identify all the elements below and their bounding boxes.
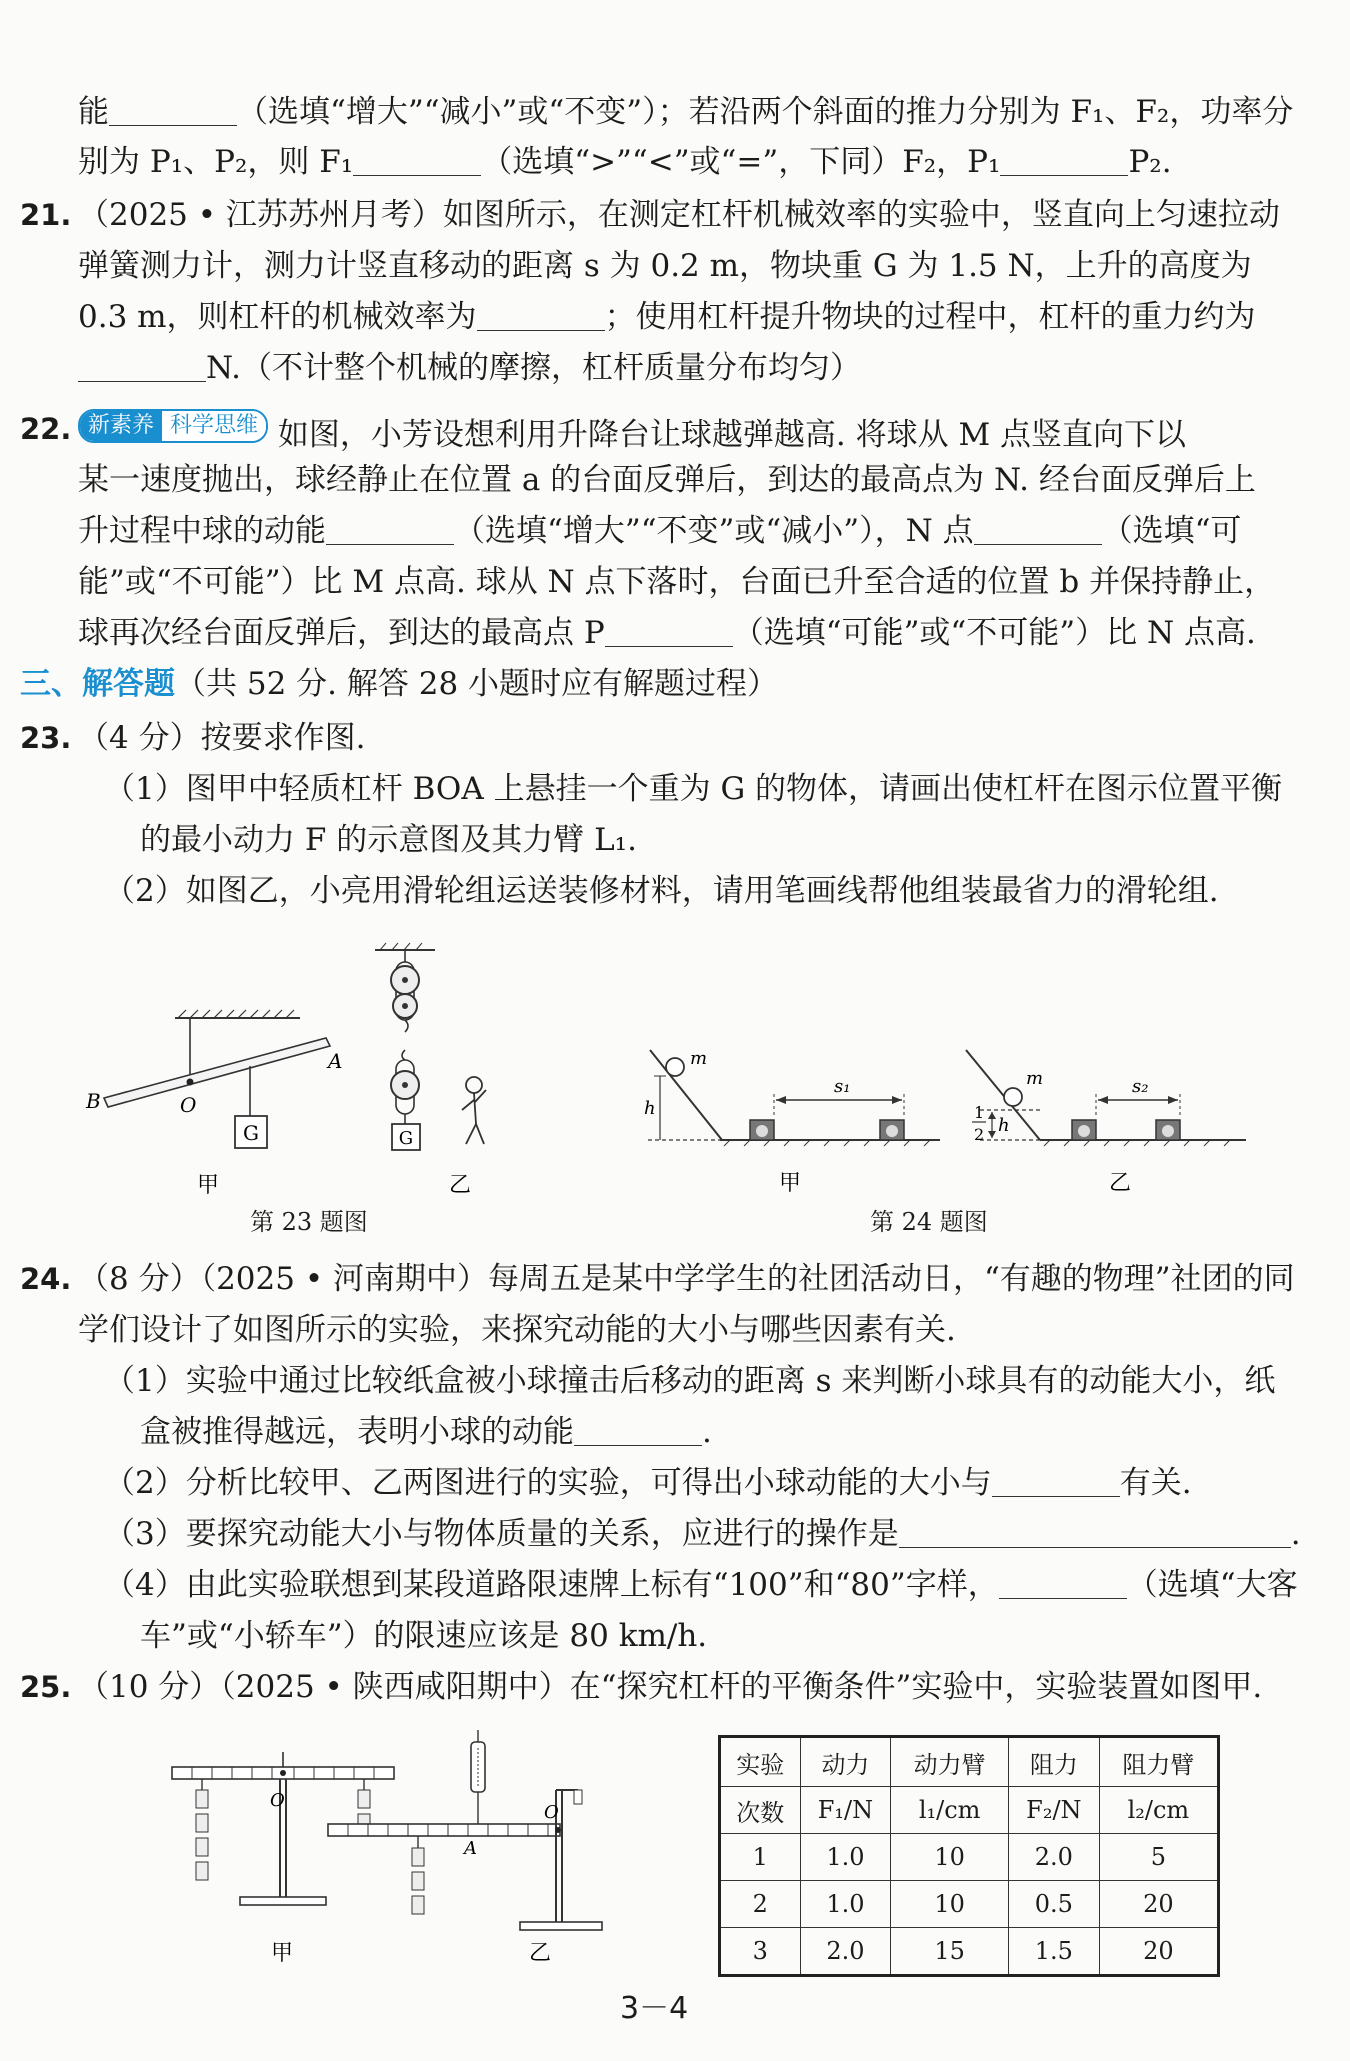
blank-vehicle[interactable] — [999, 1570, 1127, 1599]
blank-kinetic-change[interactable] — [326, 516, 454, 545]
q23-part-2: （2）如图乙，小亮用滑轮组运送装修材料，请用笔画线帮他组装最省力的滑轮组. — [104, 873, 1219, 909]
table-cell: 5 — [1099, 1834, 1218, 1881]
q23-line-1: （4 分）按要求作图. — [78, 720, 366, 756]
fig25-yi — [328, 1730, 602, 1930]
label-s1: s₁ — [834, 1076, 851, 1097]
ceiling-hatch — [178, 1010, 294, 1018]
blank-factor[interactable] — [992, 1468, 1120, 1497]
table-cell: 3 — [720, 1928, 801, 1976]
th-trial-2: 次数 — [720, 1787, 801, 1834]
q24-part-3: （3）要探究动能大小与物体质量的关系，应进行的操作是 . — [104, 1516, 1301, 1552]
figure-23 — [60, 940, 580, 1200]
q21-line-3: 0.3 m，则杠杆的机械效率为 ；使用杠杆提升物块的过程中，杠杆的重力约为 — [78, 299, 1256, 335]
table-cell: 1.0 — [800, 1881, 891, 1928]
q21-line-4: N.（不计整个机械的摩擦，杠杆质量分布均匀） — [78, 348, 861, 388]
label-yi-24: 乙 — [1108, 1171, 1132, 1196]
section-heading: 三、解答题（共 52 分. 解答 28 小题时应有解题过程） — [20, 666, 779, 702]
literacy-badge: 新素养 科学思维 — [78, 409, 268, 443]
table-row — [720, 1834, 1219, 1881]
experiment-table — [718, 1735, 1220, 1977]
pivot-point — [187, 1079, 194, 1086]
q21-line-2: 弹簧测力计，测力计竖直移动的距离 s 为 0.2 m，物块重 G 为 1.5 N，上升的高度为 — [78, 248, 1252, 284]
q22-line-3: 升过程中球的动能 （选填“增大”“不变”或“减小”），N 点 （选填“可 — [78, 513, 1242, 549]
blank-operation[interactable] — [899, 1519, 1291, 1548]
label-g2: G — [398, 1128, 414, 1149]
figure-25 — [160, 1722, 670, 1972]
table-row — [720, 1881, 1219, 1928]
q22-line-4: 能”或“不可能”）比 M 点高. 球从 N 点下落时，台面已升至合适的位置 b 并保持静止， — [78, 564, 1276, 600]
question-number-24: 24. — [20, 1262, 72, 1296]
th-load-unit: F₂/N — [1008, 1787, 1099, 1834]
carryover-line-2: 别为 P₁、P₂，则 F₁ （选填“>”“<”或“=”，下同）F₂，P₁ P₂. — [78, 144, 1172, 180]
blank-efficiency[interactable] — [477, 302, 605, 331]
th-effort-arm: 动力臂 — [891, 1737, 1009, 1787]
q24-part-2: （2）分析比较甲、乙两图进行的实验，可得出小球动能的大小与 有关. — [104, 1465, 1192, 1501]
table-cell: 10 — [891, 1881, 1009, 1928]
q25-line-1: （10 分）（2025 • 陕西咸阳期中）在“探究杠杆的平衡条件”实验中，实验装置如图甲. — [78, 1669, 1263, 1705]
th-trial: 实验 — [720, 1737, 801, 1787]
th-effort-unit: F₁/N — [800, 1787, 891, 1834]
q21-line-1: （2025 • 江苏苏州月考）如图所示，在测定杠杆机械效率的实验中，竖直向上匀速拉动 — [78, 197, 1280, 233]
table-row — [720, 1928, 1219, 1976]
q24-part-4b: 车”或“小轿车”）的限速应该是 80 km/h. — [140, 1618, 708, 1654]
blank-p-higher[interactable] — [605, 618, 733, 647]
table-cell: 2.0 — [1008, 1834, 1099, 1881]
label-o-yi: O — [544, 1802, 559, 1823]
q22-line-1: 新素养 科学思维 如图，小芳设想利用升降台让球越弹越高. 将球从 M 点竖直向下以 — [78, 409, 1186, 455]
label-h2: h — [998, 1115, 1010, 1136]
label-yi-25: 乙 — [528, 1941, 552, 1966]
table-cell: 0.5 — [1008, 1881, 1099, 1928]
table-cell: 15 — [891, 1928, 1009, 1976]
label-b: B — [86, 1089, 101, 1113]
table-cell: 20 — [1099, 1881, 1218, 1928]
q23-part-1a: （1）图甲中轻质杠杆 BOA 上悬挂一个重为 G 的物体，请画出使杠杆在图示位置平衡 — [104, 771, 1283, 807]
label-o: O — [180, 1093, 197, 1117]
caption-fig23: 第 23 题图 — [250, 1208, 368, 1236]
label-a-yi: A — [464, 1838, 477, 1859]
q23-part-1b: 的最小动力 F 的示意图及其力臂 L₁. — [140, 822, 637, 858]
table-cell: 2.0 — [800, 1928, 891, 1976]
blank-power-compare[interactable] — [1000, 147, 1128, 176]
table-cell: 1 — [720, 1834, 801, 1881]
label-jia-24: 甲 — [778, 1171, 802, 1196]
table-cell: 1.5 — [1008, 1928, 1099, 1976]
label-half-num: 1 — [974, 1103, 985, 1122]
blank-lever-weight[interactable] — [78, 353, 206, 382]
table-cell: 1.0 — [800, 1834, 891, 1881]
blank-kinetic-energy-size[interactable] — [574, 1417, 702, 1446]
q24-part-1b: 盒被推得越远，表明小球的动能 . — [140, 1414, 712, 1450]
pulley-assembly — [375, 943, 435, 1150]
label-half-den: 2 — [974, 1125, 985, 1144]
page-number: 3－4 — [620, 1991, 689, 2026]
table-cell: 20 — [1099, 1928, 1218, 1976]
label-g: G — [243, 1121, 259, 1145]
q24-part-1a: （1）实验中通过比较纸盒被小球撞击后移动的距离 s 来判断小球具有的动能大小，纸 — [104, 1363, 1276, 1399]
question-number-22: 22. — [20, 412, 72, 446]
th-effort-arm-unit: l₁/cm — [891, 1787, 1009, 1834]
q22-line-2: 某一速度抛出，球经静止在位置 a 的台面反弹后，到达的最高点为 N. 经台面反弹后上 — [78, 462, 1256, 498]
label-m2: m — [1026, 1068, 1044, 1089]
question-number-25: 25. — [20, 1670, 72, 1704]
table-header-row-units — [720, 1787, 1219, 1834]
label-yi: 乙 — [448, 1173, 472, 1198]
caption-fig24: 第 24 题图 — [870, 1208, 988, 1236]
question-number-21: 21. — [20, 198, 72, 232]
table-header-row — [720, 1737, 1219, 1787]
q24-part-4: （4）由此实验联想到某段道路限速牌上标有“100”和“80”字样， （选填“大客 — [104, 1567, 1298, 1603]
th-load-arm-unit: l₂/cm — [1099, 1787, 1218, 1834]
q24-line-2: 学们设计了如图所示的实验，来探究动能的大小与哪些因素有关. — [78, 1312, 956, 1348]
label-a: A — [328, 1049, 343, 1073]
label-m: m — [690, 1048, 708, 1069]
q24-line-1: （8 分）（2025 • 河南期中）每周五是某中学学生的社团活动日，“有趣的物理”社团的同 — [78, 1261, 1295, 1297]
question-number-23: 23. — [20, 721, 72, 755]
person-figure — [462, 1077, 486, 1144]
label-jia-25: 甲 — [270, 1941, 294, 1966]
carryover-line-1: 能 （选填“增大”“减小”或“不变”）；若沿两个斜面的推力分别为 F₁、F₂，功率分 — [78, 94, 1294, 130]
label-s2: s₂ — [1132, 1076, 1149, 1097]
blank-force-compare[interactable] — [353, 147, 481, 176]
lever-bar — [104, 1038, 330, 1107]
blank-kinetic-energy[interactable] — [109, 97, 237, 126]
figure-24 — [640, 1040, 1260, 1200]
th-load-arm: 阻力臂 — [1099, 1737, 1218, 1787]
label-o-jia: O — [270, 1790, 285, 1811]
q22-line-5: 球再次经台面反弹后，到达的最高点 P （选填“可能”或“不可能”）比 N 点高. — [78, 615, 1256, 651]
table-cell: 10 — [891, 1834, 1009, 1881]
blank-n-higher[interactable] — [974, 516, 1102, 545]
th-load: 阻力 — [1008, 1737, 1099, 1787]
table-cell: 2 — [720, 1881, 801, 1928]
label-h: h — [644, 1098, 656, 1119]
label-jia: 甲 — [196, 1173, 220, 1198]
th-effort: 动力 — [800, 1737, 891, 1787]
